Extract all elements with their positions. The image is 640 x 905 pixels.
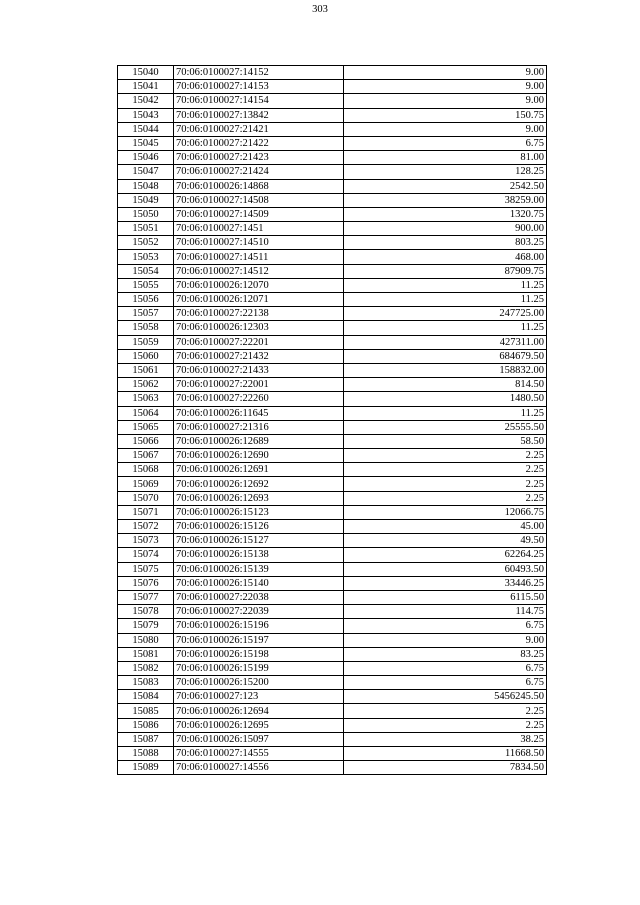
value-cell: 2.25 [344, 477, 547, 491]
cadastral-number-cell: 70:06:0100026:12689 [174, 434, 344, 448]
value-cell: 11.25 [344, 278, 547, 292]
row-number-cell: 15042 [118, 94, 174, 108]
cadastral-number-cell: 70:06:0100026:12691 [174, 463, 344, 477]
table-row [118, 633, 547, 647]
cadastral-number-cell: 70:06:0100026:15138 [174, 548, 344, 562]
row-number-cell: 15069 [118, 477, 174, 491]
row-number-cell: 15068 [118, 463, 174, 477]
value-cell: 9.00 [344, 80, 547, 94]
cadastral-number-cell: 70:06:0100026:14868 [174, 179, 344, 193]
value-cell: 11.25 [344, 293, 547, 307]
table-row [118, 505, 547, 519]
value-cell: 803.25 [344, 236, 547, 250]
cadastral-number-cell: 70:06:0100027:21433 [174, 363, 344, 377]
cadastral-number-cell: 70:06:0100027:21421 [174, 122, 344, 136]
table-row [118, 66, 547, 80]
value-cell: 900.00 [344, 222, 547, 236]
cadastral-number-cell: 70:06:0100027:14508 [174, 193, 344, 207]
row-number-cell: 15057 [118, 307, 174, 321]
value-cell: 2.25 [344, 491, 547, 505]
table-row [118, 520, 547, 534]
table-row [118, 108, 547, 122]
value-cell: 9.00 [344, 122, 547, 136]
table-row [118, 207, 547, 221]
row-number-cell: 15070 [118, 491, 174, 505]
value-cell: 60493.50 [344, 562, 547, 576]
cadastral-number-cell: 70:06:0100027:14556 [174, 761, 344, 775]
value-cell: 25555.50 [344, 420, 547, 434]
value-cell: 6.75 [344, 136, 547, 150]
value-cell: 6.75 [344, 676, 547, 690]
row-number-cell: 15048 [118, 179, 174, 193]
cadastral-number-cell: 70:06:0100026:15127 [174, 534, 344, 548]
value-cell: 1480.50 [344, 392, 547, 406]
value-cell: 158832.00 [344, 363, 547, 377]
value-cell: 2.25 [344, 463, 547, 477]
cadastral-number-cell: 70:06:0100027:22001 [174, 378, 344, 392]
cadastral-number-cell: 70:06:0100026:12071 [174, 293, 344, 307]
row-number-cell: 15074 [118, 548, 174, 562]
row-number-cell: 15079 [118, 619, 174, 633]
row-number-cell: 15043 [118, 108, 174, 122]
value-cell: 11.25 [344, 321, 547, 335]
cadastral-number-cell: 70:06:0100026:15197 [174, 633, 344, 647]
cadastral-number-cell: 70:06:0100027:14509 [174, 207, 344, 221]
cadastral-number-cell: 70:06:0100027:21422 [174, 136, 344, 150]
cadastral-number-cell: 70:06:0100027:123 [174, 690, 344, 704]
cadastral-number-cell: 70:06:0100027:14511 [174, 250, 344, 264]
row-number-cell: 15089 [118, 761, 174, 775]
table-row [118, 165, 547, 179]
cadastral-number-cell: 70:06:0100026:15097 [174, 732, 344, 746]
cadastral-number-cell: 70:06:0100027:21432 [174, 349, 344, 363]
table-row [118, 590, 547, 604]
value-cell: 33446.25 [344, 576, 547, 590]
cadastral-number-cell: 70:06:0100027:14510 [174, 236, 344, 250]
table-row [118, 548, 547, 562]
table-row [118, 349, 547, 363]
cadastral-number-cell: 70:06:0100027:22039 [174, 605, 344, 619]
cadastral-number-cell: 70:06:0100026:15199 [174, 661, 344, 675]
cadastral-number-cell: 70:06:0100027:14154 [174, 94, 344, 108]
cadastral-number-cell: 70:06:0100026:12690 [174, 449, 344, 463]
table-row [118, 463, 547, 477]
value-cell: 2542.50 [344, 179, 547, 193]
row-number-cell: 15045 [118, 136, 174, 150]
value-cell: 38259.00 [344, 193, 547, 207]
table-row [118, 732, 547, 746]
value-cell: 81.00 [344, 151, 547, 165]
value-cell: 247725.00 [344, 307, 547, 321]
table-row [118, 420, 547, 434]
cadastral-number-cell: 70:06:0100026:12070 [174, 278, 344, 292]
cadastral-number-cell: 70:06:0100027:22260 [174, 392, 344, 406]
row-number-cell: 15087 [118, 732, 174, 746]
cadastral-number-cell: 70:06:0100027:21316 [174, 420, 344, 434]
table-row [118, 222, 547, 236]
value-cell: 2.25 [344, 718, 547, 732]
table-row [118, 307, 547, 321]
table-row [118, 690, 547, 704]
table-row [118, 718, 547, 732]
table-row [118, 676, 547, 690]
row-number-cell: 15082 [118, 661, 174, 675]
value-cell: 83.25 [344, 647, 547, 661]
table-row [118, 704, 547, 718]
cadastral-number-cell: 70:06:0100027:22201 [174, 335, 344, 349]
table-row [118, 491, 547, 505]
table-row [118, 122, 547, 136]
cadastral-number-cell: 70:06:0100026:12693 [174, 491, 344, 505]
row-number-cell: 15046 [118, 151, 174, 165]
table-row [118, 576, 547, 590]
cadastral-number-cell: 70:06:0100026:15196 [174, 619, 344, 633]
row-number-cell: 15044 [118, 122, 174, 136]
row-number-cell: 15083 [118, 676, 174, 690]
row-number-cell: 15085 [118, 704, 174, 718]
value-cell: 45.00 [344, 520, 547, 534]
value-cell: 11668.50 [344, 747, 547, 761]
row-number-cell: 15067 [118, 449, 174, 463]
value-cell: 11.25 [344, 406, 547, 420]
value-cell: 2.25 [344, 704, 547, 718]
cadastral-number-cell: 70:06:0100026:12303 [174, 321, 344, 335]
cadastral-number-cell: 70:06:0100026:15140 [174, 576, 344, 590]
table-row [118, 236, 547, 250]
value-cell: 9.00 [344, 633, 547, 647]
table-row [118, 747, 547, 761]
value-cell: 684679.50 [344, 349, 547, 363]
value-cell: 58.50 [344, 434, 547, 448]
value-cell: 114.75 [344, 605, 547, 619]
table-row [118, 179, 547, 193]
cadastral-number-cell: 70:06:0100026:15123 [174, 505, 344, 519]
cadastral-number-cell: 70:06:0100026:15139 [174, 562, 344, 576]
value-cell: 9.00 [344, 94, 547, 108]
row-number-cell: 15047 [118, 165, 174, 179]
cadastral-number-cell: 70:06:0100027:14555 [174, 747, 344, 761]
table-row [118, 761, 547, 775]
row-number-cell: 15065 [118, 420, 174, 434]
value-cell: 7834.50 [344, 761, 547, 775]
row-number-cell: 15066 [118, 434, 174, 448]
row-number-cell: 15040 [118, 66, 174, 80]
row-number-cell: 15064 [118, 406, 174, 420]
value-cell: 9.00 [344, 66, 547, 80]
row-number-cell: 15063 [118, 392, 174, 406]
cadastral-number-cell: 70:06:0100026:11645 [174, 406, 344, 420]
table-row [118, 392, 547, 406]
table-row [118, 449, 547, 463]
row-number-cell: 15086 [118, 718, 174, 732]
table-row [118, 264, 547, 278]
row-number-cell: 15077 [118, 590, 174, 604]
row-number-cell: 15072 [118, 520, 174, 534]
row-number-cell: 15060 [118, 349, 174, 363]
table-row [118, 434, 547, 448]
value-cell: 814.50 [344, 378, 547, 392]
row-number-cell: 15080 [118, 633, 174, 647]
value-cell: 6.75 [344, 619, 547, 633]
table-row [118, 193, 547, 207]
table-row [118, 647, 547, 661]
table-row [118, 534, 547, 548]
page-number: 303 [312, 4, 328, 15]
cadastral-number-cell: 70:06:0100027:21423 [174, 151, 344, 165]
table-row [118, 136, 547, 150]
table-row [118, 477, 547, 491]
value-cell: 12066.75 [344, 505, 547, 519]
table-row [118, 406, 547, 420]
value-cell: 468.00 [344, 250, 547, 264]
value-cell: 62264.25 [344, 548, 547, 562]
row-number-cell: 15056 [118, 293, 174, 307]
table-row [118, 619, 547, 633]
row-number-cell: 15058 [118, 321, 174, 335]
cadastral-number-cell: 70:06:0100027:14512 [174, 264, 344, 278]
table-row [118, 293, 547, 307]
row-number-cell: 15075 [118, 562, 174, 576]
table-row [118, 562, 547, 576]
table-row [118, 80, 547, 94]
row-number-cell: 15052 [118, 236, 174, 250]
row-number-cell: 15054 [118, 264, 174, 278]
row-number-cell: 15073 [118, 534, 174, 548]
value-cell: 128.25 [344, 165, 547, 179]
row-number-cell: 15055 [118, 278, 174, 292]
table-row [118, 378, 547, 392]
value-cell: 5456245.50 [344, 690, 547, 704]
cadastral-number-cell: 70:06:0100027:14153 [174, 80, 344, 94]
table-body [118, 66, 547, 775]
cadastral-number-cell: 70:06:0100027:22138 [174, 307, 344, 321]
value-cell: 1320.75 [344, 207, 547, 221]
table-row [118, 335, 547, 349]
value-cell: 87909.75 [344, 264, 547, 278]
cadastral-number-cell: 70:06:0100026:15200 [174, 676, 344, 690]
table-row [118, 94, 547, 108]
cadastral-number-cell: 70:06:0100026:15126 [174, 520, 344, 534]
row-number-cell: 15076 [118, 576, 174, 590]
cadastral-number-cell: 70:06:0100027:14152 [174, 66, 344, 80]
row-number-cell: 15061 [118, 363, 174, 377]
cadastral-number-cell: 70:06:0100026:12694 [174, 704, 344, 718]
value-cell: 6.75 [344, 661, 547, 675]
value-cell: 150.75 [344, 108, 547, 122]
cadastral-number-cell: 70:06:0100026:15198 [174, 647, 344, 661]
value-cell: 2.25 [344, 449, 547, 463]
cadastral-number-cell: 70:06:0100027:22038 [174, 590, 344, 604]
cadastral-number-cell: 70:06:0100027:1451 [174, 222, 344, 236]
row-number-cell: 15041 [118, 80, 174, 94]
row-number-cell: 15088 [118, 747, 174, 761]
table-row [118, 661, 547, 675]
row-number-cell: 15059 [118, 335, 174, 349]
row-number-cell: 15053 [118, 250, 174, 264]
cadastral-number-cell: 70:06:0100027:21424 [174, 165, 344, 179]
value-cell: 6115.50 [344, 590, 547, 604]
cadastral-table [117, 65, 547, 775]
value-cell: 38.25 [344, 732, 547, 746]
table-row [118, 605, 547, 619]
cadastral-number-cell: 70:06:0100026:12695 [174, 718, 344, 732]
row-number-cell: 15071 [118, 505, 174, 519]
row-number-cell: 15050 [118, 207, 174, 221]
cadastral-number-cell: 70:06:0100026:12692 [174, 477, 344, 491]
table-row [118, 250, 547, 264]
table-row [118, 278, 547, 292]
table-row [118, 151, 547, 165]
row-number-cell: 15051 [118, 222, 174, 236]
cadastral-number-cell: 70:06:0100027:13842 [174, 108, 344, 122]
table-row [118, 321, 547, 335]
row-number-cell: 15084 [118, 690, 174, 704]
row-number-cell: 15078 [118, 605, 174, 619]
row-number-cell: 15049 [118, 193, 174, 207]
row-number-cell: 15081 [118, 647, 174, 661]
value-cell: 427311.00 [344, 335, 547, 349]
value-cell: 49.50 [344, 534, 547, 548]
table-row [118, 363, 547, 377]
row-number-cell: 15062 [118, 378, 174, 392]
